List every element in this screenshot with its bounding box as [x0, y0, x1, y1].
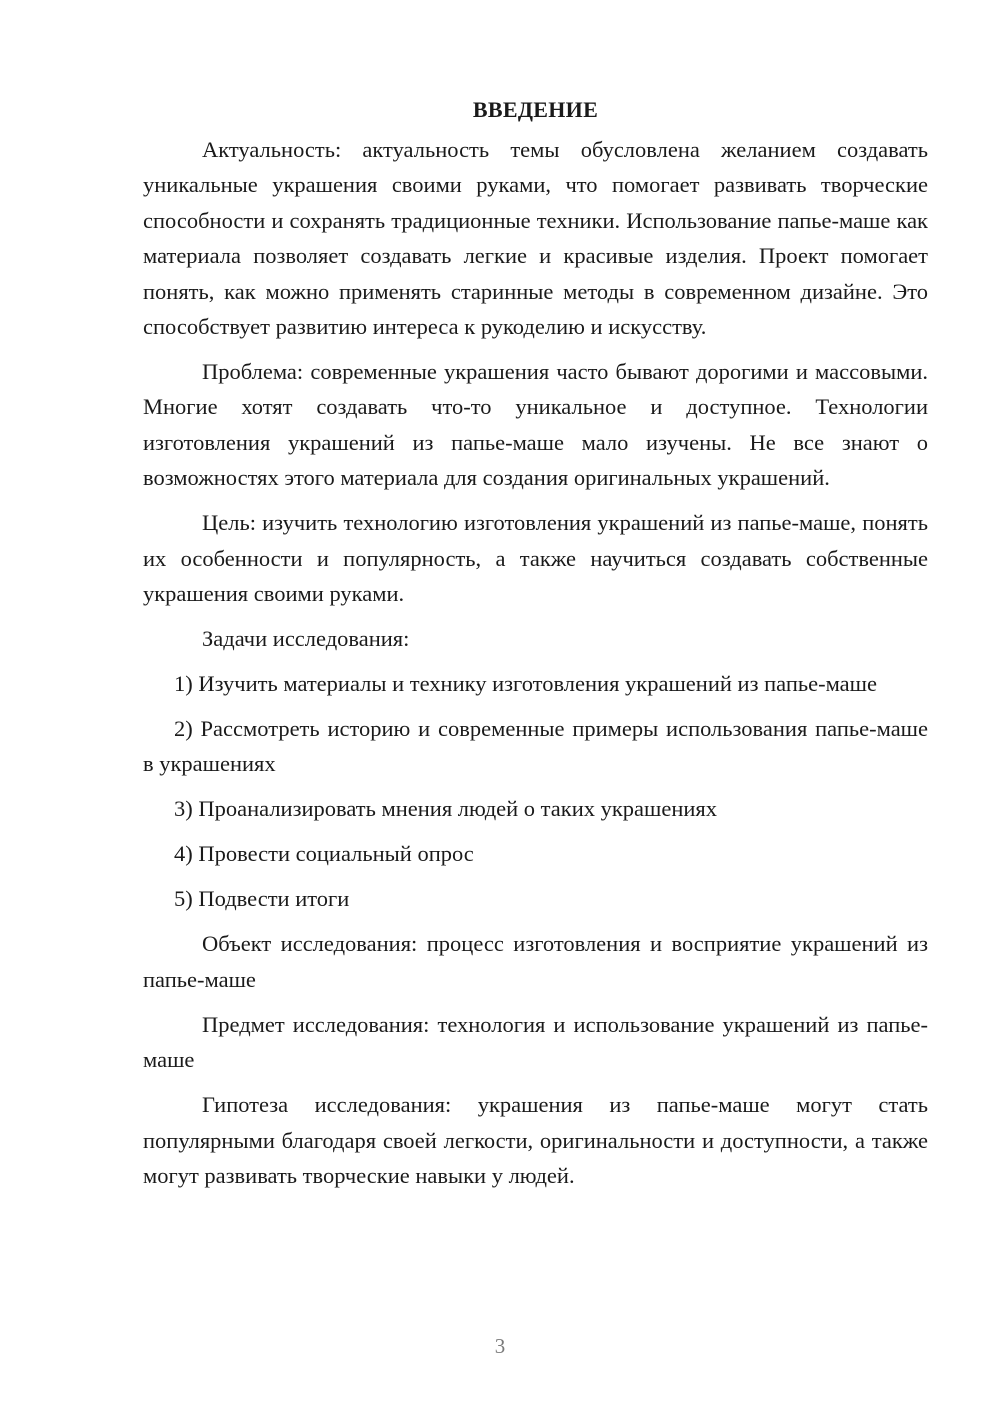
task-item-5: 5) Подвести итоги: [174, 886, 350, 912]
relevance-paragraph: Актуальность: актуальность темы обусловлена желанием создавать уникальные украшения своими руками, что помогает развивать творческие способности и сохранять традиционные техники. Использование папье-маше как материала позволяет создавать легкие и красивые изделия. Проект помогает понять, как можно применять старинные методы в современном дизайне. Это способствует развитию интереса к рукоделию и искусству.: [143, 137, 928, 340]
page-body: [143, 92, 928, 1203]
goal-paragraph: Цель: изучить технологию изготовления украшений из папье-маше, понять их особенности и популярность, а также научиться создавать собственные украшения своими руками.: [143, 510, 928, 607]
subject-paragraph: Предмет исследования: технология и использование украшений из папье-маше: [143, 1011, 928, 1073]
task-item-1: 1) Изучить материалы и технику изготовления украшений из папье-маше: [174, 671, 877, 697]
hypothesis-paragraph: Гипотеза исследования: украшения из папье-маше могут стать популярными благодаря своей легкости, оригинальности и доступности, а также могут развивать творческие навыки у людей.: [143, 1092, 928, 1189]
page-number: 3: [494, 1334, 506, 1358]
section-title: ВВЕДЕНИЕ: [472, 97, 599, 122]
task-item-4: 4) Провести социальный опрос: [174, 841, 474, 867]
tasks-heading: Задачи исследования:: [202, 626, 410, 652]
object-paragraph: Объект исследования: процесс изготовления и восприятие украшений из папье-маше: [143, 931, 928, 992]
task-item-3: 3) Проанализировать мнения людей о таких украшениях: [174, 796, 718, 822]
task-item-2: 2) Рассмотреть историю и современные примеры использования папье-маше в украшениях: [143, 716, 928, 777]
problem-paragraph: Проблема: современные украшения часто бывают дорогими и массовыми. Многие хотят создавать что-то уникальное и доступное. Технологии изготовления украшений из папье-маше мало изучены. Не все знают о возможностях этого материала для создания оригинальных украшений.: [143, 359, 928, 491]
